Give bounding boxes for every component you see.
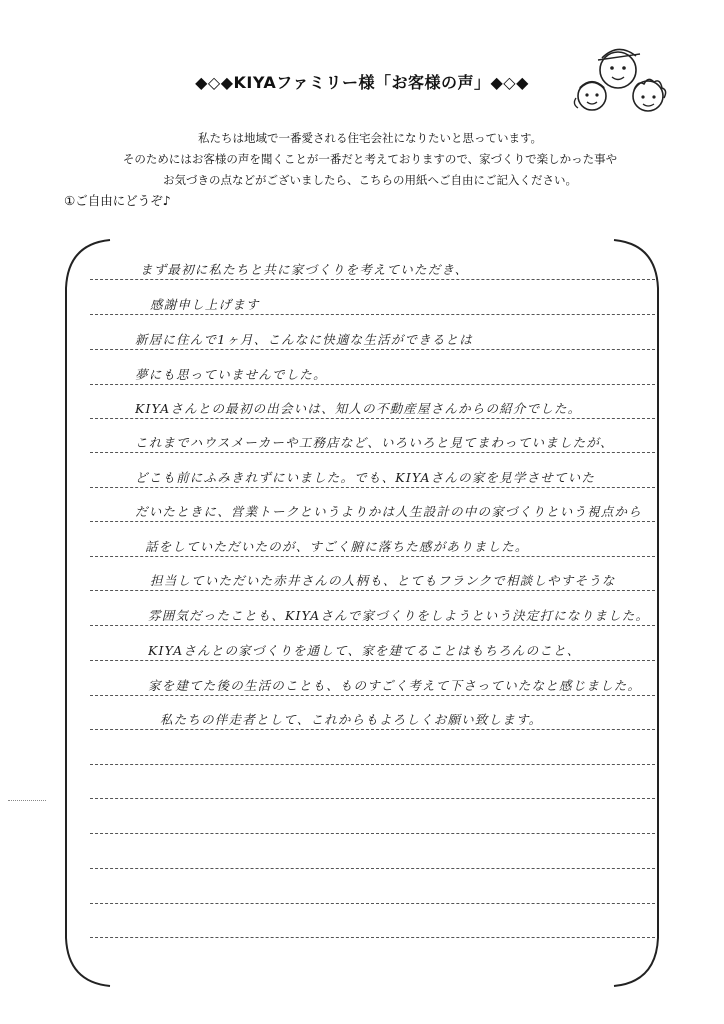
ruled-line <box>90 660 655 661</box>
ruled-line <box>90 314 655 315</box>
handwritten-line: どこも前にふみきれずにいました。でも、KIYAさんの家を見学させていた <box>135 470 596 485</box>
handwritten-line: 夢にも思っていませんでした。 <box>135 367 327 382</box>
handwritten-line: 感謝申し上げます <box>150 297 260 312</box>
handwritten-line: KIYAさんとの家づくりを通して、家を建てることはもちろんのこと、 <box>148 643 581 658</box>
ruled-line <box>90 384 655 385</box>
ruled-line <box>90 833 655 834</box>
ruled-line <box>90 521 655 522</box>
handwritten-line: まず最初に私たちと共に家づくりを考えていただき、 <box>140 262 469 277</box>
handwritten-line: 話をしていただいたのが、すごく腑に落ちた感がありました。 <box>145 539 529 554</box>
ruled-line <box>90 487 655 488</box>
ruled-line <box>90 868 655 869</box>
margin-mark <box>8 800 46 801</box>
ruled-line <box>90 937 655 938</box>
handwritten-line: これまでハウスメーカーや工務店など、いろいろと見てまわっていましたが、 <box>135 435 614 450</box>
ruled-line <box>90 279 655 280</box>
handwritten-line: 家を建てた後の生活のことも、ものすごく考えて下さっていたなと感じました。 <box>148 678 642 693</box>
ruled-line <box>90 556 655 557</box>
ruled-line <box>90 349 655 350</box>
intro-line: お気づきの点などがございましたら、こちらの用紙へご自由にご記入ください。 <box>163 173 577 187</box>
handwritten-line: 担当していただいた赤井さんの人柄も、とてもフランクで相談しやすそうな <box>150 573 616 588</box>
ruled-line <box>90 695 655 696</box>
free-comment-prompt: ①ご自由にどうぞ♪ <box>64 193 171 208</box>
page-title: ◆◇◆KIYAファミリー様「お客様の声」◆◇◆ <box>195 73 529 92</box>
handwritten-line: KIYAさんとの最初の出会いは、知人の不動産屋さんからの紹介でした。 <box>135 401 582 416</box>
handwritten-line: 新居に住んで1ヶ月、こんなに快適な生活ができるとは <box>135 332 473 347</box>
ruled-line <box>90 590 655 591</box>
ruled-line <box>90 798 655 799</box>
handwritten-line: 私たちの伴走者として、これからもよろしくお願い致します。 <box>160 712 543 727</box>
ruled-line <box>90 625 655 626</box>
intro-line: そのためにはお客様の声を聞くことが一番だと考えておりますので、家づくりで楽しかった事や <box>122 152 618 166</box>
ruled-line <box>90 729 655 730</box>
ruled-line <box>90 903 655 904</box>
handwritten-line: 雰囲気だったことも、KIYAさんで家づくりをしようという決定打になりました。 <box>148 608 650 623</box>
ruled-line <box>90 418 655 419</box>
ruled-line <box>90 452 655 453</box>
handwritten-line: だいたときに、営業トークというよりかは人生設計の中の家づくりという視点から <box>135 504 642 519</box>
intro-line: 私たちは地域で一番愛される住宅会社になりたいと思っています。 <box>197 131 543 145</box>
three-children-faces-icon <box>568 38 678 122</box>
intro-text <box>60 128 680 191</box>
ruled-line <box>90 764 655 765</box>
